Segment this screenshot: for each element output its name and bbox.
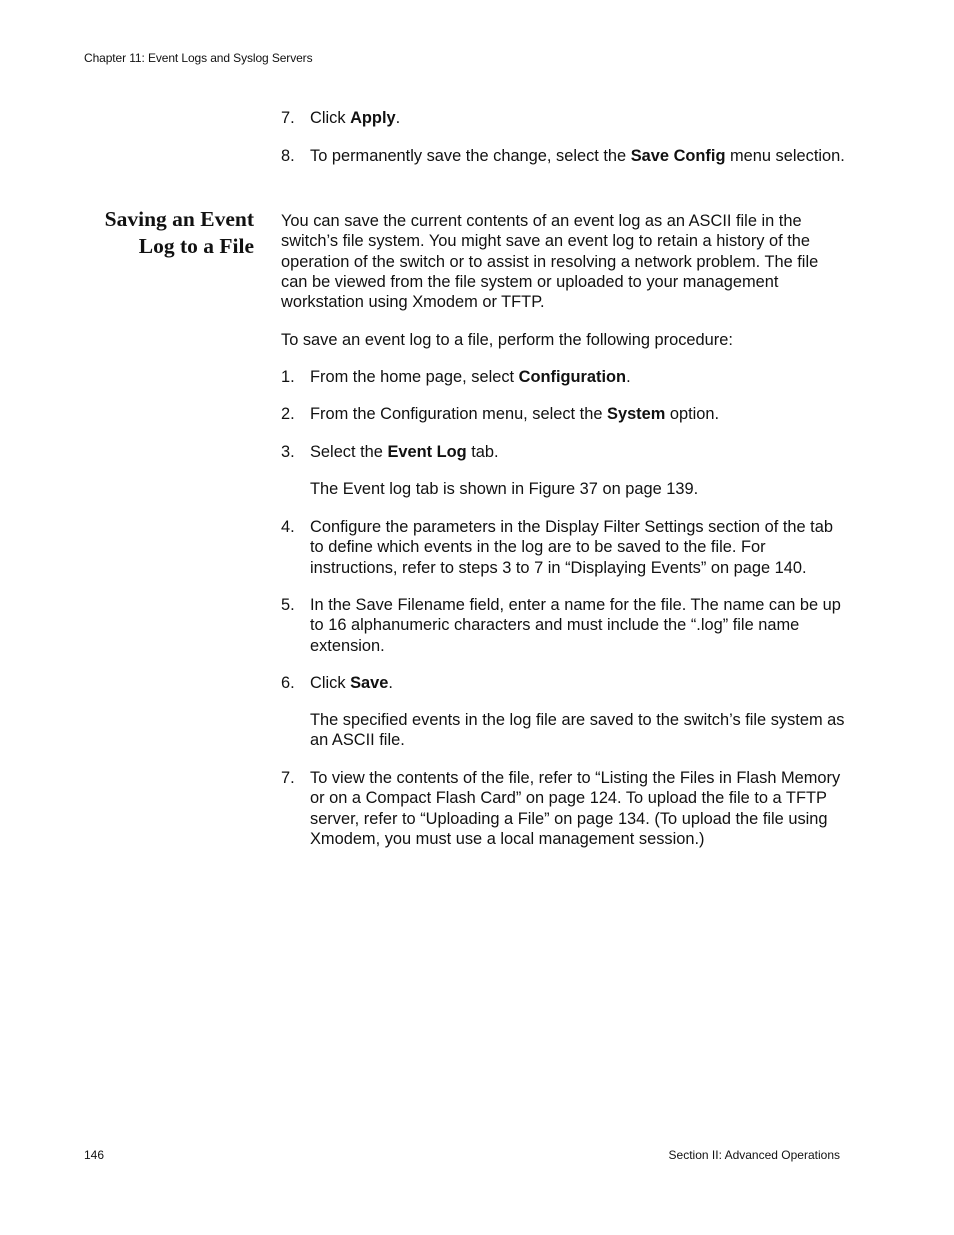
running-footer: Section II: Advanced Operations	[668, 1148, 840, 1162]
step-number: 5.	[281, 596, 295, 614]
step-number: 3.	[281, 443, 295, 461]
step-text: To permanently save the change, select the Save Config menu selection.	[310, 147, 845, 165]
step-note: The specified events in the log file are saved to the switch’s file system as an ASCII file.	[310, 711, 845, 750]
step-text: Configure the parameters in the Display Filter Settings section of the tab to define which events in the log are to be saved to the file. For instructions, refer to steps 3 to 7 in “Displaying Events” on page 140.	[310, 518, 833, 577]
page-number: 146	[84, 1148, 105, 1162]
step-number: 7.	[281, 109, 295, 127]
step-text: From the Configuration menu, select the System option.	[310, 405, 720, 423]
step-number: 8.	[281, 147, 295, 165]
section-intro: You can save the current contents of an event log as an ASCII file in the switch’s file system. You might save an event log to retain a history of the operation of the switch or to assist in resolving a network problem. The file can be viewed from the file system or uploaded to your management workstation using Xmodem or TFTP.	[281, 212, 819, 312]
step-number: 7.	[281, 769, 295, 787]
step-note: The Event log tab is shown in Figure 37 on page 139.	[310, 480, 699, 498]
step-text: To view the contents of the file, refer to “Listing the Files in Flash Memory or on a Compact Flash Card” on page 124. To upload the file to a TFTP server, refer to “Uploading a File” on page 134. (To upload the file using Xmodem, you must use a local management session.)	[310, 769, 841, 848]
step-text: In the Save Filename field, enter a name for the file. The name can be up to 16 alphanumeric characters and must include the “.log” file name extension.	[310, 596, 841, 655]
running-header: Chapter 11: Event Logs and Syslog Servers	[84, 51, 313, 65]
step-number: 6.	[281, 674, 295, 692]
procedure-intro: To save an event log to a file, perform the following procedure:	[281, 331, 733, 349]
step-text: Click Save.	[310, 674, 393, 692]
step-number: 1.	[281, 368, 295, 386]
section-heading: Saving an Event Log to a File	[104, 207, 254, 258]
step-text: From the home page, select Configuration.	[310, 368, 631, 386]
step-text: Select the Event Log tab.	[310, 443, 499, 461]
step-number: 2.	[281, 405, 295, 423]
step-number: 4.	[281, 518, 295, 536]
step-text: Click Apply.	[310, 109, 401, 127]
